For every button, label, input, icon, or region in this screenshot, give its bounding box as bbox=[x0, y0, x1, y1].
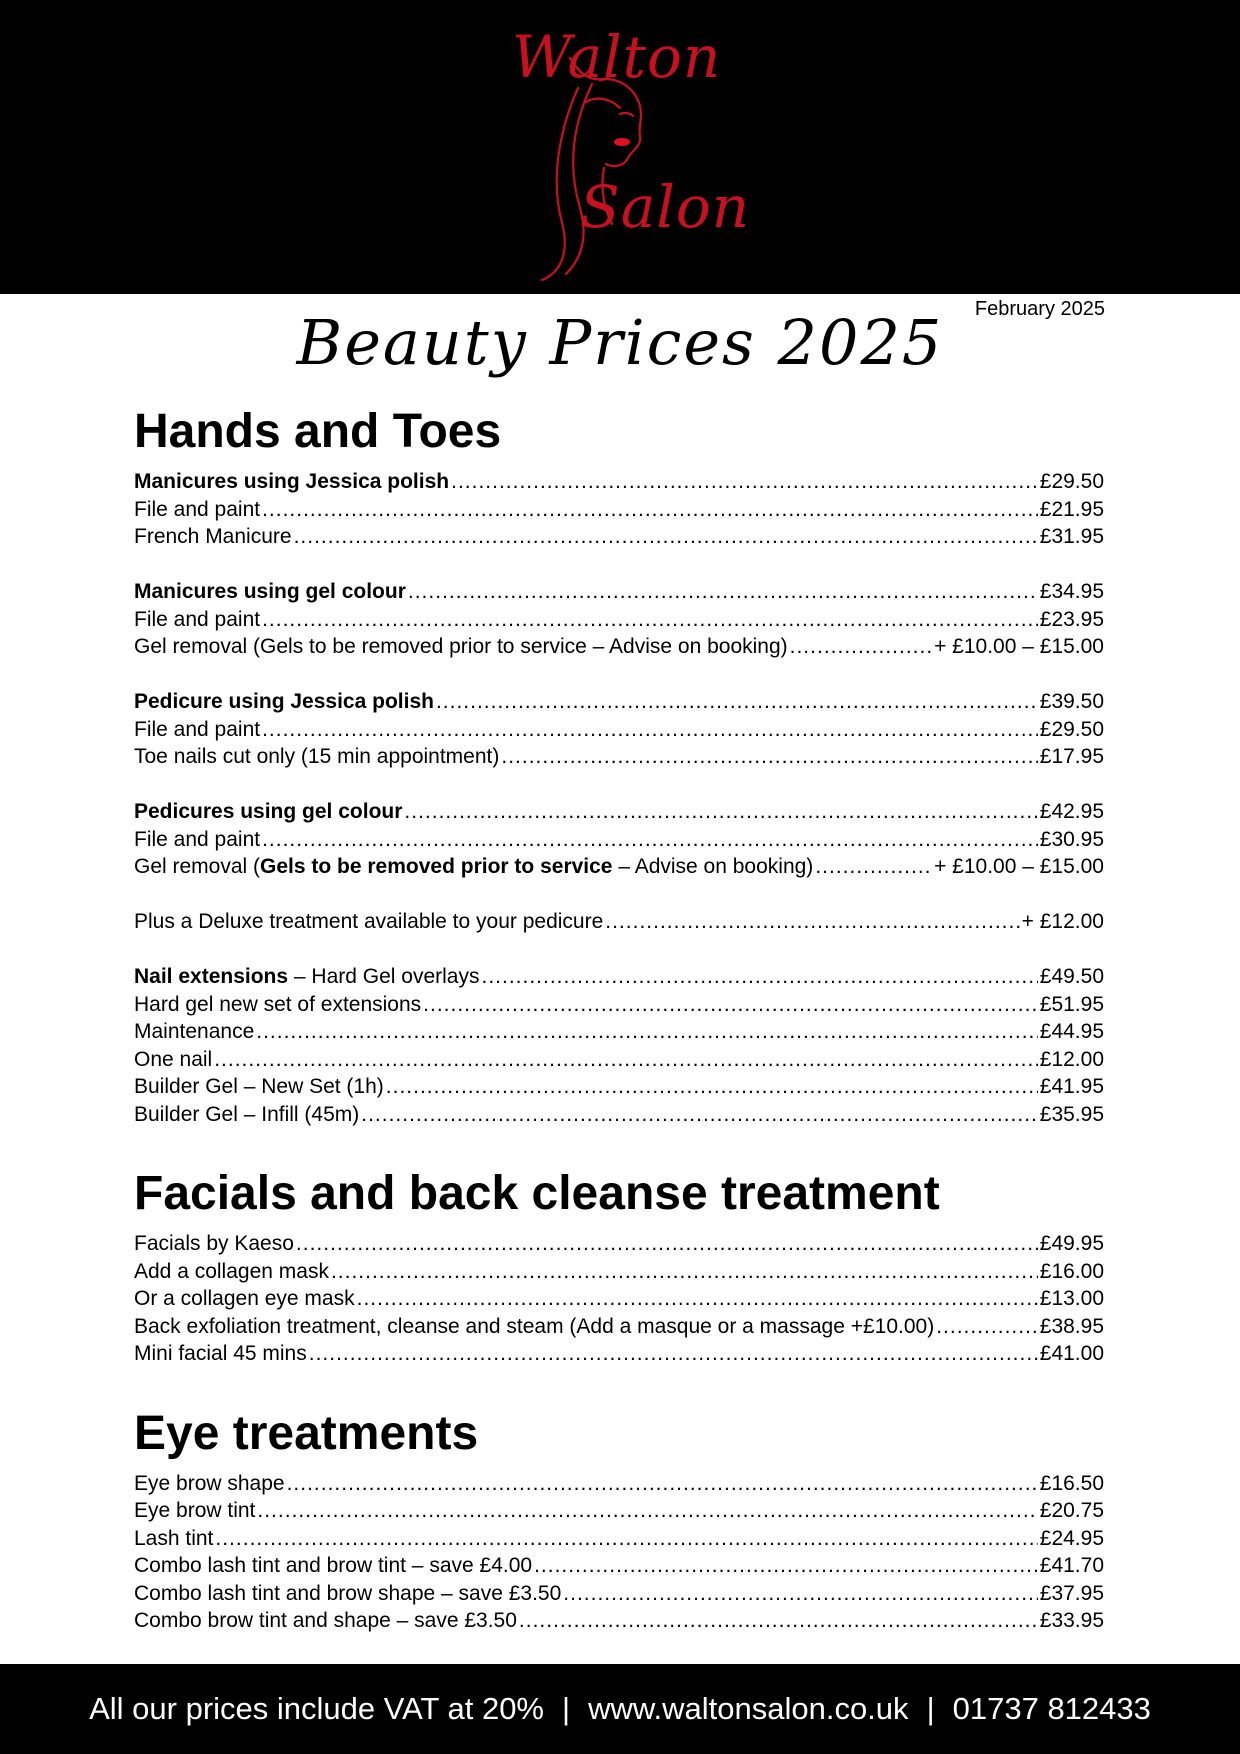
service-name-text: File and paint bbox=[134, 607, 261, 631]
price-row bbox=[134, 963, 1104, 991]
price-section bbox=[134, 1164, 1104, 1368]
service-name bbox=[134, 688, 434, 716]
dot-leader bbox=[790, 633, 932, 661]
service-name bbox=[134, 1607, 517, 1635]
service-name-text: Maintenance bbox=[134, 1020, 255, 1043]
dot-leader bbox=[357, 1285, 1038, 1313]
service-name-text: – Advise on booking) bbox=[612, 855, 814, 878]
service-name bbox=[134, 1285, 355, 1313]
service-name bbox=[134, 523, 292, 551]
service-price: £49.50 bbox=[1039, 965, 1104, 988]
service-name bbox=[134, 826, 260, 854]
logo-word-salon: Salon bbox=[580, 173, 751, 241]
section-heading: Hands and Toes bbox=[134, 405, 502, 458]
service-name-text: Mini facial 45 mins bbox=[134, 1342, 307, 1365]
website-link[interactable]: www.waltonsalon.co.uk bbox=[588, 1691, 909, 1726]
service-price: £51.95 bbox=[1039, 992, 1104, 1016]
service-name-text: Combo lash tint and brow tint – save £4.00 bbox=[134, 1554, 533, 1577]
price-content bbox=[134, 402, 1104, 1635]
dot-leader bbox=[287, 1470, 1038, 1498]
service-name-text: Combo brow tint and shape – save £3.50 bbox=[134, 1609, 517, 1632]
service-name bbox=[134, 1470, 285, 1498]
spacer bbox=[134, 771, 1104, 799]
price-row bbox=[134, 798, 1104, 826]
price-row bbox=[134, 633, 1104, 661]
service-name bbox=[134, 633, 788, 661]
price-row bbox=[134, 1313, 1104, 1341]
service-name bbox=[134, 1018, 254, 1046]
service-name bbox=[134, 798, 402, 826]
service-name-bold: Manicures using Jessica polish bbox=[134, 470, 450, 493]
service-name bbox=[134, 606, 260, 634]
logo-word-walton: Walton bbox=[512, 23, 722, 91]
price-row bbox=[134, 991, 1104, 1019]
service-name-text: Toe nails cut only (15 min appointment) bbox=[134, 745, 500, 768]
service-price: £17.95 bbox=[1039, 745, 1104, 768]
header-band bbox=[0, 0, 1240, 294]
dot-leader bbox=[361, 1101, 1038, 1129]
service-name-bold: Pedicure using Jessica polish bbox=[134, 690, 434, 713]
service-name-text: Gel removal (Gels to be removed prior to service – Advise on booking) bbox=[134, 635, 788, 658]
dot-leader bbox=[423, 991, 1038, 1019]
service-name-bold: Manicures using gel colour bbox=[134, 580, 406, 603]
service-name-text: Plus a Deluxe treatment available to your pedicure bbox=[134, 910, 604, 933]
price-row bbox=[134, 1497, 1104, 1525]
section-heading: Eye treatments bbox=[134, 1406, 479, 1460]
salon-logo bbox=[500, 18, 751, 284]
price-row bbox=[134, 826, 1104, 854]
service-name-text: – Hard Gel overlays bbox=[288, 965, 480, 988]
dot-leader bbox=[262, 496, 1038, 524]
service-price: £41.95 bbox=[1039, 1075, 1104, 1098]
service-name-text: Back exfoliation treatment, cleanse and steam (Add a masque or a massage +£10.00) bbox=[134, 1314, 935, 1338]
service-price: £39.50 bbox=[1039, 690, 1104, 713]
service-price: £38.95 bbox=[1039, 1314, 1104, 1338]
service-name bbox=[134, 716, 260, 744]
price-row bbox=[134, 1258, 1104, 1286]
price-row bbox=[134, 716, 1104, 744]
price-row bbox=[134, 688, 1104, 716]
dot-leader bbox=[404, 798, 1037, 826]
dot-leader bbox=[534, 1552, 1038, 1580]
dot-leader bbox=[257, 1497, 1037, 1525]
price-row bbox=[134, 853, 1104, 881]
service-name-text: File and paint bbox=[134, 827, 261, 851]
dot-leader bbox=[262, 716, 1038, 744]
dot-leader bbox=[563, 1580, 1037, 1608]
service-price: £42.95 bbox=[1039, 800, 1104, 823]
service-name-text: Builder Gel – New Set (1h) bbox=[134, 1075, 384, 1098]
price-list bbox=[134, 468, 1104, 1128]
service-price: £33.95 bbox=[1039, 1609, 1104, 1632]
service-price: £41.00 bbox=[1039, 1342, 1104, 1365]
price-row bbox=[134, 1580, 1104, 1608]
service-price: £37.95 bbox=[1039, 1581, 1104, 1605]
price-row bbox=[134, 1470, 1104, 1498]
lips-icon bbox=[614, 138, 630, 146]
service-price: £16.50 bbox=[1039, 1471, 1104, 1495]
service-name-bold: Pedicures using gel colour bbox=[134, 800, 403, 823]
dot-leader bbox=[436, 688, 1038, 716]
vat-note: All our prices include VAT at 20% bbox=[89, 1691, 544, 1726]
spacer bbox=[134, 661, 1104, 689]
dot-leader bbox=[262, 606, 1038, 634]
dot-leader bbox=[214, 1046, 1038, 1074]
section-heading: Facials and back cleanse treatment bbox=[134, 1167, 940, 1220]
service-price: £34.95 bbox=[1039, 580, 1104, 603]
document-date: February 2025 bbox=[974, 298, 1105, 320]
page-title: Beauty Prices 2025 bbox=[296, 306, 944, 379]
footer-separator: | bbox=[562, 1691, 571, 1726]
service-name-text: French Manicure bbox=[134, 525, 292, 548]
service-name-text: Hard gel new set of extensions bbox=[134, 992, 422, 1016]
price-row bbox=[134, 1340, 1104, 1368]
service-name-text: One nail bbox=[134, 1047, 213, 1071]
service-name bbox=[134, 1497, 255, 1525]
price-row bbox=[134, 1525, 1104, 1553]
service-price: £44.95 bbox=[1039, 1020, 1104, 1043]
service-price: £12.00 bbox=[1039, 1047, 1104, 1071]
dot-leader bbox=[256, 1018, 1038, 1046]
price-row bbox=[134, 1073, 1104, 1101]
spacer bbox=[134, 551, 1104, 579]
dot-leader bbox=[501, 743, 1037, 771]
service-name bbox=[134, 1340, 307, 1368]
service-price: £24.95 bbox=[1039, 1526, 1104, 1550]
price-row bbox=[134, 606, 1104, 634]
price-row bbox=[134, 1101, 1104, 1129]
price-row bbox=[134, 1285, 1104, 1313]
service-name-prefix: Gel removal ( bbox=[134, 855, 261, 878]
service-price: £41.70 bbox=[1039, 1554, 1104, 1577]
dot-leader bbox=[936, 1313, 1038, 1341]
price-list bbox=[134, 1230, 1104, 1368]
service-price: £20.75 bbox=[1039, 1499, 1104, 1522]
price-row bbox=[134, 578, 1104, 606]
dot-leader bbox=[519, 1607, 1038, 1635]
service-price: £16.00 bbox=[1039, 1259, 1104, 1283]
service-name bbox=[134, 496, 260, 524]
service-name bbox=[134, 963, 479, 991]
price-row bbox=[134, 743, 1104, 771]
service-name bbox=[134, 1101, 359, 1129]
service-name bbox=[134, 1230, 294, 1258]
dot-leader bbox=[296, 1230, 1038, 1258]
price-row bbox=[134, 468, 1104, 496]
service-price: £29.50 bbox=[1039, 470, 1104, 493]
service-price: £31.95 bbox=[1039, 525, 1104, 548]
service-price: £30.95 bbox=[1039, 827, 1104, 851]
service-name bbox=[134, 908, 603, 936]
service-price: £29.50 bbox=[1039, 717, 1104, 741]
service-name bbox=[134, 1258, 329, 1286]
price-section bbox=[134, 402, 1104, 1128]
service-name-text: Add a collagen mask bbox=[134, 1259, 329, 1283]
price-section bbox=[134, 1404, 1104, 1635]
price-row bbox=[134, 496, 1104, 524]
service-name bbox=[134, 578, 406, 606]
price-row bbox=[134, 908, 1104, 936]
dot-leader bbox=[605, 908, 1019, 936]
service-name-text: Or a collagen eye mask bbox=[134, 1287, 355, 1310]
service-price: £23.95 bbox=[1039, 607, 1104, 631]
service-price: £21.95 bbox=[1039, 497, 1104, 521]
dot-leader bbox=[309, 1340, 1038, 1368]
service-name-text: Eye brow tint bbox=[134, 1499, 256, 1522]
price-row bbox=[134, 1046, 1104, 1074]
service-name-text: Builder Gel – Infill (45m) bbox=[134, 1102, 360, 1126]
footer-separator: | bbox=[926, 1691, 935, 1726]
service-price: + £10.00 – £15.00 bbox=[934, 855, 1104, 878]
price-row bbox=[134, 1018, 1104, 1046]
service-name bbox=[134, 991, 421, 1019]
service-name-text: Combo lash tint and brow shape – save £3.50 bbox=[134, 1581, 562, 1605]
dot-leader bbox=[815, 853, 932, 881]
dot-leader bbox=[481, 963, 1037, 991]
price-row bbox=[134, 1230, 1104, 1258]
service-price: + £10.00 – £15.00 bbox=[934, 635, 1104, 658]
spacer bbox=[134, 936, 1104, 964]
dot-leader bbox=[408, 578, 1038, 606]
price-list bbox=[134, 1470, 1104, 1635]
service-price: £13.00 bbox=[1039, 1287, 1104, 1310]
service-name bbox=[134, 1525, 213, 1553]
dot-leader bbox=[331, 1258, 1038, 1286]
service-name bbox=[134, 1552, 532, 1580]
service-name-text: Eye brow shape bbox=[134, 1471, 285, 1495]
service-name-bold: Nail extensions bbox=[134, 965, 289, 988]
service-name bbox=[134, 468, 449, 496]
footer-band bbox=[0, 1664, 1240, 1754]
dot-leader bbox=[451, 468, 1038, 496]
service-name bbox=[134, 1046, 212, 1074]
service-name bbox=[134, 1580, 561, 1608]
service-price: + £12.00 bbox=[1021, 910, 1104, 933]
service-price: £49.95 bbox=[1039, 1232, 1104, 1255]
dot-leader bbox=[262, 826, 1038, 854]
price-row bbox=[134, 1607, 1104, 1635]
service-name-text: File and paint bbox=[134, 717, 261, 741]
service-name bbox=[134, 1073, 384, 1101]
service-name bbox=[134, 743, 499, 771]
spacer bbox=[134, 881, 1104, 909]
phone-number[interactable]: 01737 812433 bbox=[952, 1691, 1151, 1726]
service-name bbox=[134, 1313, 934, 1341]
service-name-text: Lash tint bbox=[134, 1526, 214, 1550]
dot-leader bbox=[294, 523, 1038, 551]
service-name-bold: Gels to be removed prior to service bbox=[260, 855, 613, 878]
service-name-text: File and paint bbox=[134, 497, 261, 521]
dot-leader bbox=[386, 1073, 1038, 1101]
price-row bbox=[134, 523, 1104, 551]
service-name-text: Facials by Kaeso bbox=[134, 1232, 294, 1255]
price-row bbox=[134, 1552, 1104, 1580]
service-name bbox=[134, 853, 813, 881]
service-price: £35.95 bbox=[1039, 1102, 1104, 1126]
dot-leader bbox=[215, 1525, 1037, 1553]
